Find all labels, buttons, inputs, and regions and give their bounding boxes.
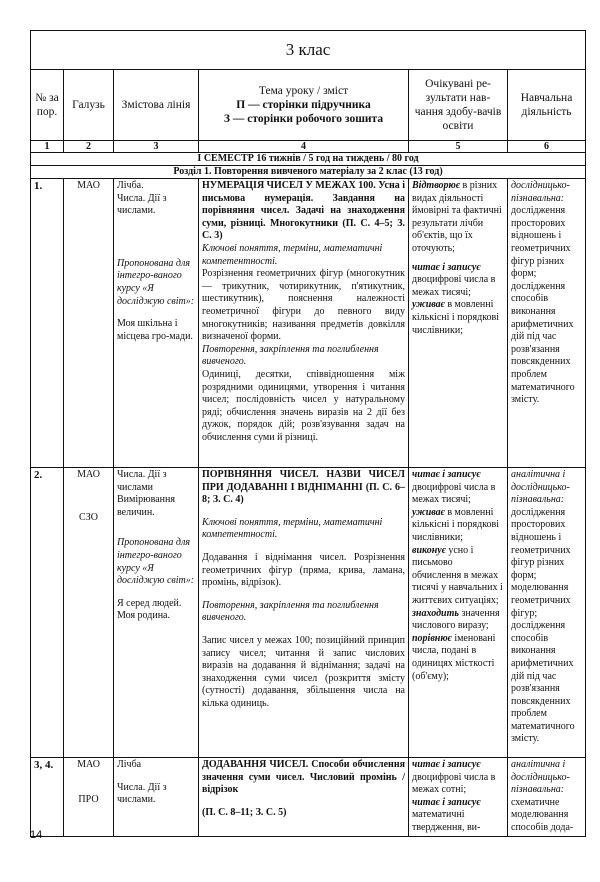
key-concepts: Ключові поняття, терміни, математичні компетентності.: [202, 242, 383, 267]
table-title-row: [31, 31, 586, 70]
topic-cell: [199, 758, 409, 837]
zmist-item: Лічба: [117, 759, 142, 770]
results-cell: [409, 179, 508, 468]
galuz-cell: [64, 468, 114, 758]
key-concepts: Ключові поняття, терміни, математичні компетентності.: [202, 516, 383, 541]
topic-content: Розрізнення геометричних фігур (многокутник — трикутник, чотирикутник, п'ятикутник, шестикутник), пояснення належності геометричної фігури до певного виду многокутників; називання предметів довкілля визначеної форми.: [202, 268, 405, 343]
col-number: 6: [508, 141, 586, 153]
curriculum-table: [30, 30, 586, 837]
result-item: виконує усно і письмово обчислення в межах тисячі у навчальних і життєвих ситуаціях;: [412, 544, 503, 606]
topic-content: Одиниці, десятки, співвідношення між розрядними одиницями, утворення і читання чисел; послідовність чисел у натуральному ряді; обчислення значень виразів на 2 дії без дужок, порядок дій; розв'язування задач на обчислення суми й різниці.: [202, 368, 405, 443]
activity-cell: [508, 468, 586, 758]
topic-content: Запис чисел у межах 100; позиційний принцип запису чисел; читання й запис числових виразів на додавання й віднімання; задачі на знаходження суми чисел (розкриття змісту (сутності) додавання, збільшення числа на кілька одиниць.: [202, 634, 405, 709]
galuz-cell: [64, 758, 114, 837]
header-num: № за пор.: [31, 70, 64, 141]
topic-title: ПОРІВНЯННЯ ЧИСЕЛ. НАЗВИ ЧИСЕЛ ПРИ ДОДАВАННІ І ВІДНІМАННІ (П. С. 6–8; З. С. 4): [202, 469, 405, 506]
galuz-cell: [64, 179, 114, 468]
activity-kind: аналітична і дослідницько-пізнавальна:: [511, 759, 570, 796]
class-title: 3 клас: [31, 31, 586, 70]
col-number: 1: [31, 141, 64, 153]
zmist-cell: [114, 468, 199, 758]
topic-cell: [199, 179, 409, 468]
result-item: порівнює іменовані числа, подані в одиницях місткості (об'єму);: [412, 632, 496, 682]
col-number: 2: [64, 141, 114, 153]
header-zmist: Змістова лінія: [114, 70, 199, 141]
row-number: 3, 4.: [31, 758, 64, 837]
header-diyalnist: Навчальна діяльність: [508, 70, 586, 141]
topic-content: Додавання і віднімання чисел. Розрізнення геометричних фігур (пряма, крива, ламана, промінь, відрізок).: [202, 551, 405, 589]
zmist-cell: [114, 179, 199, 468]
table-row: [31, 468, 586, 758]
result-item: уживає в мовленні кількісні і порядкові числівники;: [412, 506, 500, 543]
results-cell: [409, 468, 508, 758]
topic-title: ДОДАВАННЯ ЧИСЕЛ. Способи обчислення значення суми чисел. Числовий промінь / відрізок: [202, 759, 405, 796]
proposed-course-label: Пропонована для інтегро-ваного курсу «Я досліджую світ»:: [117, 537, 195, 587]
activity-cell: [508, 179, 586, 468]
page: [30, 30, 585, 840]
repeat-label: Повторення, закріплення та поглиблення вивченого.: [202, 599, 379, 624]
galuz-item: МАО: [77, 759, 100, 770]
topic-pages: (П. С. 8–11; З. С. 5): [202, 806, 287, 818]
result-item: читає і записує двоцифрові числа в межах тисячі;: [412, 261, 496, 298]
result-item: читає і записує математичні твердження, ви-: [412, 796, 481, 833]
result-item: уживає в мовленні кількісні і порядкові числівники;: [412, 299, 500, 336]
semester-label: І СЕМЕСТР 16 тижнів / 5 год на тиждень / 80 год: [31, 153, 586, 166]
activity-kind: аналітична і дослідницько-пізнавальна:: [511, 469, 570, 506]
topic-title: НУМЕРАЦІЯ ЧИСЕЛ У МЕЖАХ 100. Усна і письмова нумерація. Завдання на порівняння чисел. Задачі на знаходження суми, різниці. Многокутники (П. С. 4–5; З. С. 3): [202, 180, 406, 242]
header-row: [31, 70, 586, 141]
galuz-item: МАО: [77, 180, 100, 191]
proposed-course-text: Моя шкільна і місцева гро-мади.: [117, 318, 193, 342]
galuz-item: ПРО: [78, 793, 99, 805]
column-numbers-row: [31, 141, 586, 153]
row-number: 1.: [31, 179, 64, 468]
header-tema: [199, 70, 409, 141]
result-item: читає і записує двоцифрові числа в межах тисячі;: [412, 469, 496, 506]
activity-kind: дослідницько-пізнавальна:: [511, 180, 570, 204]
zmist-item: Числа. Дії з числами.: [117, 192, 167, 217]
result-item: Відтворює в різних видах діяльності ймовірні та фактичні результати лічби об'єктів, що їх оточують;: [412, 180, 502, 254]
galuz-item: МАО: [77, 469, 100, 480]
zmist-item: Числа. Дії з числами Вимірювання величин.: [117, 469, 175, 518]
col-number: 3: [114, 141, 199, 153]
col-number: 5: [409, 141, 508, 153]
table-row: [31, 758, 586, 837]
header-tema-line2: П — сторінки підручника: [236, 99, 371, 111]
repeat-label: Повторення, закріплення та поглиблення вивченого.: [202, 343, 379, 368]
proposed-course-label: Пропонована для інтегро-ваного курсу «Я досліджую світ»:: [117, 257, 195, 307]
zmist-cell: [114, 758, 199, 837]
section-label: Розділ 1. Повторення вивченого матеріалу за 2 клас (13 год): [31, 166, 586, 179]
galuz-item: СЗО: [79, 511, 98, 523]
page-number: 14: [30, 829, 43, 841]
header-tema-line1: Тема уроку / зміст: [258, 85, 349, 97]
header-galuz: Галузь: [64, 70, 114, 141]
header-tema-line3: З — сторінки робочого зошита: [223, 113, 384, 125]
activity-text: дослідження просторових відношень і геометричних фігур різних форм; моделювання геометричних фігур; дослідження способів виконання арифметичних дій під час розв'язання повсякденних проблем математичного змісту.: [511, 506, 575, 745]
header-ochikuvani: Очікувані ре-зультати нав-чання здобу-вачів освіти: [409, 70, 508, 141]
activity-text: дослідження просторових відношень і геометричних фігур різних форм; дослідження способів виконання арифметичних дій під час розв'язання повсякденних проблем математичного змісту.: [511, 205, 575, 406]
table-row: [31, 179, 586, 468]
activity-cell: [508, 758, 586, 837]
zmist-item: Лічба.: [117, 180, 144, 191]
results-cell: [409, 758, 508, 837]
zmist-item: Числа. Дії з числами.: [117, 781, 167, 806]
section-row: [31, 166, 586, 179]
activity-text: схематичне моделювання способів дода-: [511, 796, 574, 833]
proposed-course-text: Я серед людей. Моя родина.: [117, 597, 182, 622]
semester-row: [31, 153, 586, 166]
topic-cell: [199, 468, 409, 758]
row-number: 2.: [31, 468, 64, 758]
col-number: 4: [199, 141, 409, 153]
result-item: знаходить значення числового виразу;: [412, 607, 500, 632]
result-item: читає і записує двоцифрові числа в межах сотні;: [412, 759, 496, 796]
